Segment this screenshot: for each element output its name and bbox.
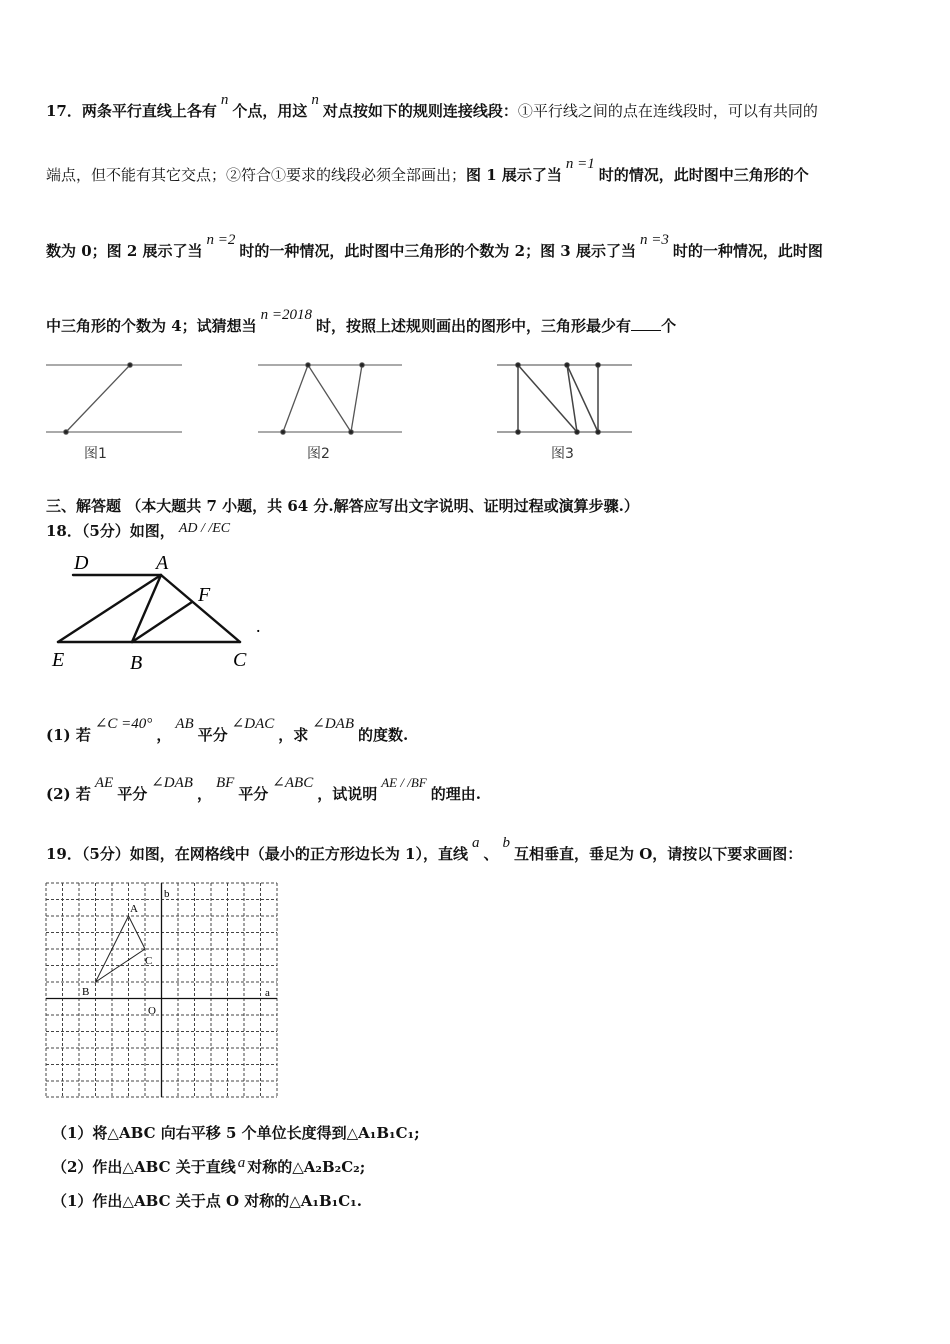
q18-figure	[44, 548, 274, 676]
label-D: D	[74, 552, 89, 574]
q19-grid-figure	[44, 881, 280, 1101]
section-3-heading: 三、解答题 （本大题共 7 小题，共 64 分.解答应写出文字说明、证明过程或演算步骤.）	[46, 497, 639, 515]
q18-part-2: (2) 若AE平分∠DAB，BF平分∠ABC，试说明AE / /BF的理由.	[46, 775, 481, 803]
label-B: B	[130, 652, 143, 674]
grid-label-C: C	[145, 955, 153, 967]
grid-label-a: a	[265, 987, 270, 999]
label-C: C	[233, 649, 247, 671]
q17-line-1: 17．两条平行直线上各有n个点，用这n对点按如下的规则连接线段：①平行线之间的点在连线段时，可以有共同的	[46, 92, 818, 120]
figure-3-caption: 图3	[551, 446, 574, 462]
grid-label-O: O	[148, 1005, 156, 1017]
grid-label-B: B	[82, 986, 90, 998]
figure-3	[497, 363, 632, 435]
q17-figures	[40, 355, 640, 465]
trailing-dot: .	[256, 616, 261, 636]
label-E: E	[52, 649, 65, 671]
q19-instruction-3: （1）作出△ABC 关于点 O 对称的△A₁B₁C₁.	[52, 1192, 362, 1210]
q17-line-2: 端点，但不能有其它交点；②符合①要求的线段必须全部画出；图 1 展示了当n =1时的情况，此时图中三角形的个	[46, 156, 809, 184]
q17-line-3: 数为 0；图 2 展示了当n =2时的一种情况，此时图中三角形的个数为 2；图 3 展示了当n =3时的一种情况，此时图	[46, 232, 823, 260]
figure-2-caption: 图2	[307, 446, 330, 462]
label-F: F	[198, 584, 211, 606]
q17-line-4: 中三角形的个数为 4；试猜想当n =2018时，按照上述规则画出的图形中，三角形最少有 个	[46, 307, 677, 335]
q19-heading: 19．（5分）如图，在网格线中（最小的正方形边长为 1），直线a、b互相垂直，垂足为 O，请按以下要求画图：	[46, 835, 803, 863]
answer-blank	[631, 316, 661, 331]
label-A: A	[156, 552, 169, 574]
q19-instruction-2: （2）作出△ABC 关于直线 a 对称的△A₂B₂C₂;	[52, 1155, 366, 1176]
q19-instruction-1: （1）将△ABC 向右平移 5 个单位长度得到△A₁B₁C₁;	[52, 1124, 420, 1142]
figure-1-caption: 图1	[84, 446, 107, 462]
q18-part-1: (1) 若∠C =40°，AB平分∠DAC，求∠DAB的度数.	[46, 716, 409, 744]
grid-label-b: b	[164, 888, 170, 900]
figure-2	[258, 363, 402, 435]
figure-1	[46, 363, 182, 435]
grid-label-A: A	[130, 903, 138, 915]
q18-heading: 18．（5分）如图， AD / /EC	[46, 521, 231, 540]
